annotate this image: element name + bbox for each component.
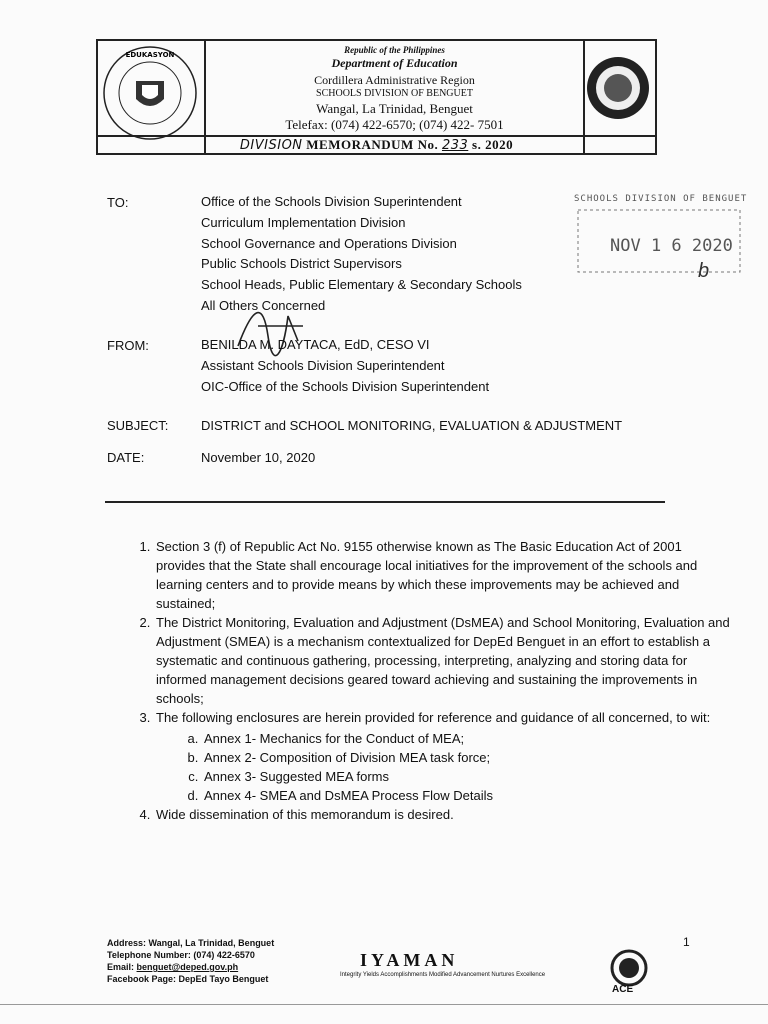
memo-prefix: DIVISION xyxy=(239,138,303,153)
iyaman-tagline: Integrity Yields Accomplishments Modified Advancement Nurtures Excellence xyxy=(340,972,546,978)
sender-office: OIC-Office of the Schools Division Superintendent xyxy=(201,378,490,394)
annex-item: c. Annex 3- Suggested MEA forms xyxy=(202,767,734,786)
page-number: 1 xyxy=(683,935,690,949)
memo-series: s. 2020 xyxy=(472,137,514,152)
region-line: Cordillera Administrative Region xyxy=(314,73,475,87)
annex-item: d. Annex 4- SMEA and DsMEA Process Flow Details xyxy=(202,786,734,805)
list-item xyxy=(154,708,734,805)
recipient: Office of the Schools Division Superintendent xyxy=(201,194,462,209)
footer-contact xyxy=(107,937,274,985)
subject-text: DISTRICT and SCHOOL MONITORING, EVALUATION & ADJUSTMENT xyxy=(201,418,623,433)
from-block xyxy=(201,335,489,397)
footer-email-line xyxy=(107,961,274,973)
sender-title: Assistant Schools Division Superintendent xyxy=(201,357,445,373)
republic-line: Republic of the Philippines xyxy=(344,45,445,55)
address-line: Wangal, La Trinidad, Benguet xyxy=(316,101,473,116)
footer-phone: Telephone Number: (074) 422-6570 xyxy=(107,950,255,960)
division-seal-icon xyxy=(585,41,651,133)
list-item: 1. Section 3 (f) of Republic Act No. 9155 otherwise known as The Basic Education Act of 2001 provides that the State shall encourage local initiatives for the improvement of the schools and learning centers and to provide means by which these improvements may be achieved and sustained; xyxy=(154,537,734,613)
subject-label: SUBJECT: xyxy=(107,418,169,433)
from-label: FROM: xyxy=(107,338,149,353)
annex-item: a. Annex 1- Mechanics for the Conduct of MEA; xyxy=(202,729,734,748)
stamp-date: NOV 1 6 2020 xyxy=(610,236,733,256)
telefax-line: Telefax: (074) 422-6570; (074) 422- 7501 xyxy=(285,117,504,132)
footer-facebook: Facebook Page: DepEd Tayo Benguet xyxy=(107,974,269,984)
annex-list xyxy=(156,729,734,805)
list-item-text: The following enclosures are herein provided for reference and guidance of all concerned, to wit: xyxy=(156,710,711,725)
department-line: Department of Education xyxy=(331,56,458,70)
memo-number-line xyxy=(98,137,655,153)
footer-email-label: Email: xyxy=(107,962,135,972)
date-text: November 10, 2020 xyxy=(201,450,316,465)
footer-email-link[interactable]: benguet@deped.gov.ph xyxy=(136,962,239,972)
recipient: School Heads, Public Elementary & Secondary Schools xyxy=(201,277,522,293)
memo-label: MEMORANDUM No. xyxy=(306,137,439,152)
recipient: Public Schools District Supervisors xyxy=(201,256,402,272)
recipient: School Governance and Operations Division xyxy=(201,235,457,251)
received-stamp xyxy=(570,192,750,302)
stamp-office: SCHOOLS DIVISION OF BENGUET xyxy=(574,194,748,204)
date-label: DATE: xyxy=(107,450,145,465)
annex-item: b. Annex 2- Composition of Division MEA task force; xyxy=(202,748,734,767)
svg-text:EDUKASYON: EDUKASYON xyxy=(125,51,175,59)
letterhead xyxy=(96,39,657,155)
stamp-initial: b xyxy=(698,260,710,282)
bottom-rule xyxy=(0,1004,768,1005)
sender-name: BENILDA M. DAYTACA, EdD, CESO VI xyxy=(201,337,430,352)
list-item: 4. Wide dissemination of this memorandum is desired. xyxy=(154,805,734,824)
footer-address: Address: Wangal, La Trinidad, Benguet xyxy=(107,938,275,948)
body-divider xyxy=(105,501,665,503)
memo-number: 233 xyxy=(441,138,469,153)
division-line: SCHOOLS DIVISION OF BENGUET xyxy=(316,88,473,99)
list-item: 2. The District Monitoring, Evaluation and Adjustment (DsMEA) and School Monitoring, Evaluation and Adjustment (SMEA) is a mechanism contextualized for DepEd Benguet in an effort to establish a systematic and continuous gathering, processing, interpreting, analyzing and storing data for informed management decisions geared toward achieving and sustaining the improvements in schools; xyxy=(154,613,734,708)
to-label: TO: xyxy=(107,195,129,210)
ace-logo-text: ACE xyxy=(612,984,634,995)
iyaman-logo: IYAMAN xyxy=(360,950,459,970)
recipient: Curriculum Implementation Division xyxy=(201,214,406,230)
memo-body-list xyxy=(118,537,734,824)
recipient: All Others Concerned xyxy=(201,297,326,313)
